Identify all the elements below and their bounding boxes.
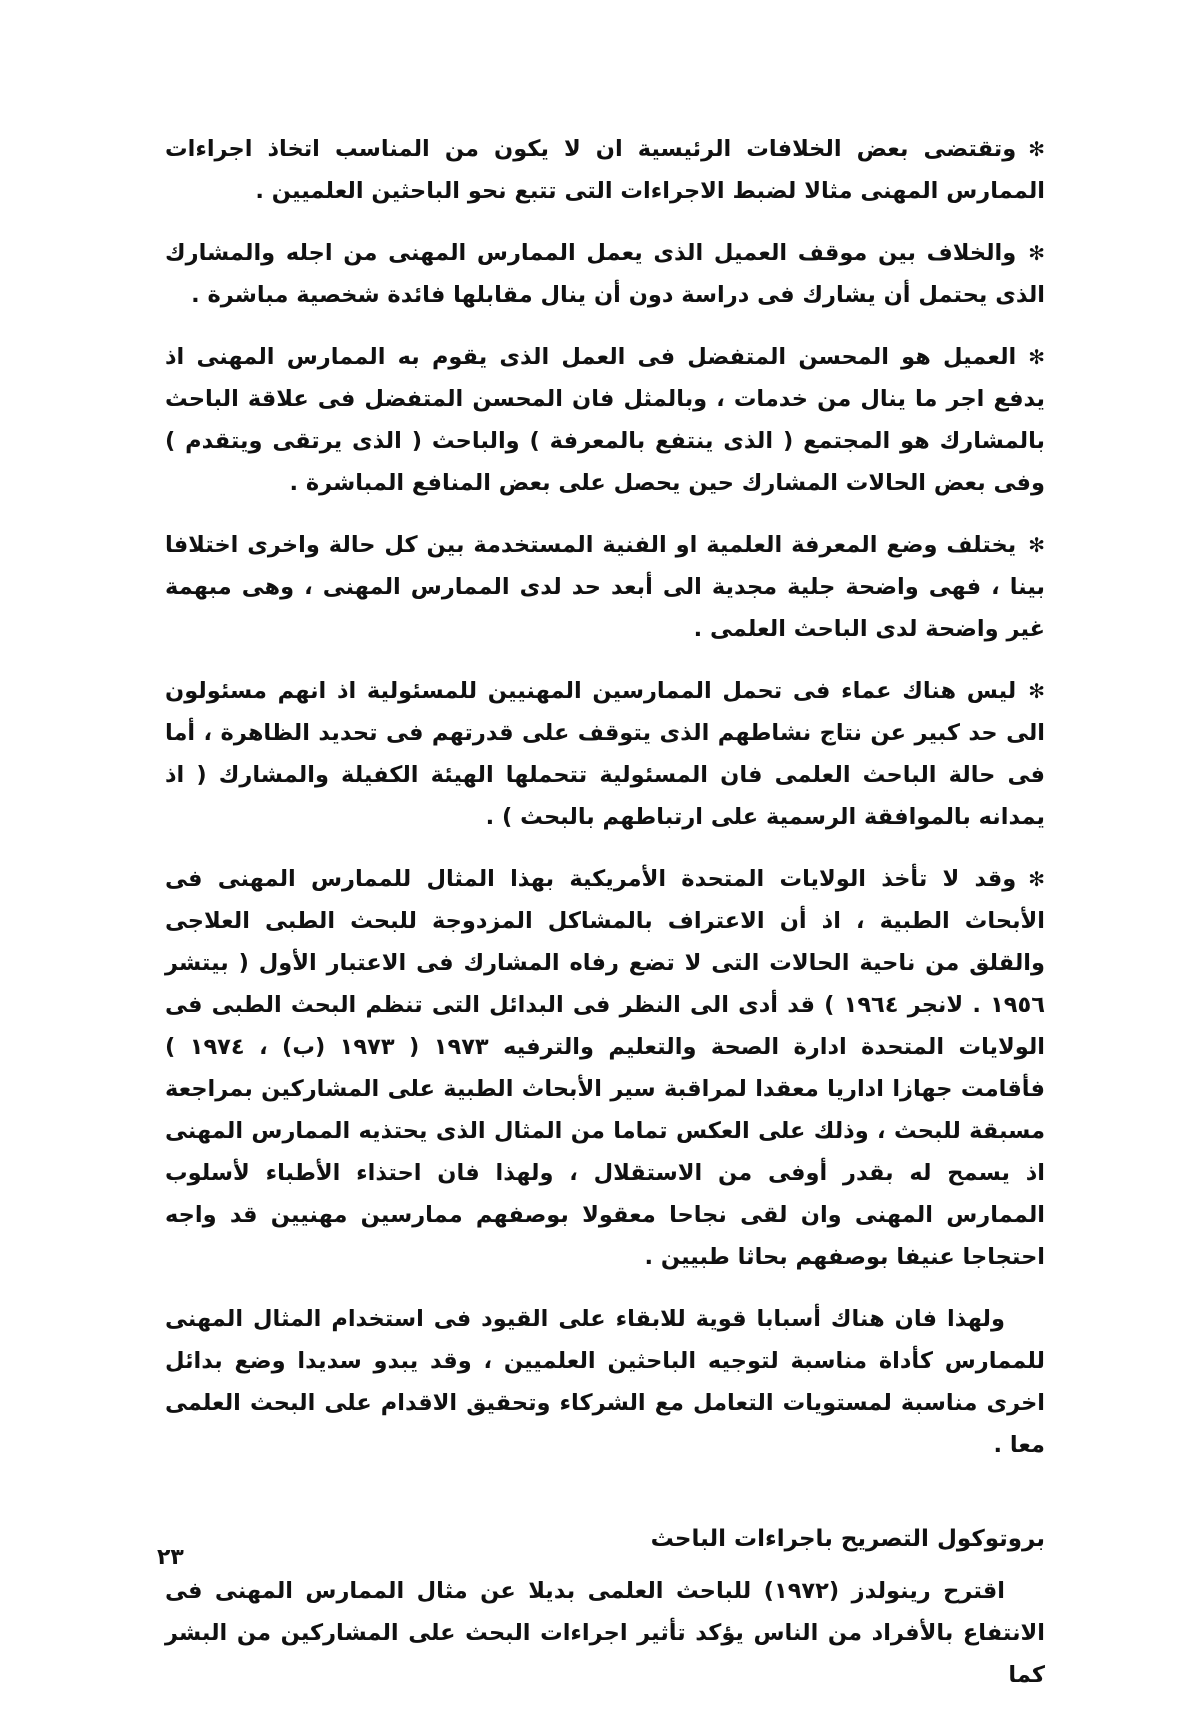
bullet-paragraph-3 xyxy=(165,336,1045,504)
paragraph-text: العميل هو المحسن المتفضل فى العمل الذى يقوم به الممارس المهنى اذ يدفع اجر ما ينال من خدمات ، وبالمثل فان المحسن المتفضل فى علاقة الباحث بالمشارك هو المجتمع ( الذى ينتفع بالمعرفة ) والباحث ( الذى يرتقى ويتقدم ) وفى بعض الحالات المشارك حين يحصل على بعض المنافع المباشرة . xyxy=(165,344,1045,496)
paragraph-text: يختلف وضع المعرفة العلمية او الفنية المستخدمة بين كل حالة واخرى اختلافا بينا ، فهى واضحة جلية مجدية الى أبعد حد لدى الممارس المهنى ، وهى مبهمة غير واضحة لدى الباحث العلمى . xyxy=(165,532,1045,642)
section-heading: بروتوكول التصريح باجراءات الباحث xyxy=(650,1526,1045,1552)
page-body xyxy=(165,128,1045,1696)
asterisk-bullet-icon: ✻ xyxy=(1028,867,1045,891)
bullet-paragraph-5 xyxy=(165,670,1045,838)
asterisk-bullet-icon: ✻ xyxy=(1028,137,1045,161)
asterisk-bullet-icon: ✻ xyxy=(1028,345,1045,369)
paragraph-text: وتقتضى بعض الخلافات الرئيسية ان لا يكون من المناسب اتخاذ اجراءات الممارس المهنى مثالا لضبط الاجراءات التى تتبع نحو الباحثين العلميين . xyxy=(165,136,1045,204)
asterisk-bullet-icon: ✻ xyxy=(1028,241,1045,265)
asterisk-bullet-icon: ✻ xyxy=(1028,533,1045,557)
closing-paragraph: ولهذا فان هناك أسبابا قوية للابقاء على القيود فى استخدام المثال المهنى للممارس كأداة مناسبة لتوجيه الباحثين العلميين ، وقد يبدو سديدا وضع بدائل اخرى مناسبة لمستويات التعامل مع الشركاء وتحقيق الاقدام على البحث العلمى معا . xyxy=(165,1306,1045,1458)
section-paragraph: اقترح رينولدز (١٩٧٢) للباحث العلمى بديلا عن مثال الممارس المهنى فى الانتفاع بالأفراد من الناس يؤكد تأثير اجراءات البحث على المشاركين من البشر كما xyxy=(165,1578,1045,1688)
asterisk-bullet-icon: ✻ xyxy=(1028,679,1045,703)
page-number: ٢٣ xyxy=(157,1545,184,1570)
paragraph-text: وقد لا تأخذ الولايات المتحدة الأمريكية بهذا المثال للممارس المهنى فى الأبحاث الطبية ، اذ أن الاعتراف بالمشاكل المزدوجة للبحث الطبى العلاجى والقلق من ناحية الحالات التى لا تضع رفاه المشارك فى الاعتبار الأول ( بيتشر ١٩٥٦ . لانجر ١٩٦٤ ) قد أدى الى النظر فى البدائل التى تنظم البحث الطبى فى الولايات المتحدة ادارة الصحة والتعليم والترفيه ١٩٧٣ ( ١٩٧٣ (ب) ، ١٩٧٤ ) فأقامت جهازا اداريا معقدا لمراقبة سير الأبحاث الطبية على المشاركين بمراجعة مسبقة للبحث ، وذلك على العكس تماما من المثال الذى يحتذيه الممارس المهنى اذ يسمح له بقدر أوفى من الاستقلال ، ولهذا فان احتذاء الأطباء لأسلوب الممارس المهنى وان لقى نجاحا معقولا بوصفهم ممارسين مهنيين قد واجه احتجاجا عنيفا بوصفهم بحاثا طبيين . xyxy=(165,866,1045,1270)
paragraph-text: والخلاف بين موقف العميل الذى يعمل الممارس المهنى من اجله والمشارك الذى يحتمل أن يشارك فى دراسة دون أن ينال مقابلها فائدة شخصية مباشرة . xyxy=(165,240,1045,308)
bullet-paragraph-6 xyxy=(165,858,1045,1278)
bullet-paragraph-4 xyxy=(165,524,1045,650)
paragraph-text: ليس هناك عماء فى تحمل الممارسين المهنيين للمسئولية اذ انهم مسئولون الى حد كبير عن نتاج نشاطهم الذى يتوقف على قدرتهم فى تحديد الظاهرة ، أما فى حالة الباحث العلمى فان المسئولية تتحملها الهيئة الكفيلة والمشارك ( اذ يمدانه بالموافقة الرسمية على ارتباطهم بالبحث ) . xyxy=(165,678,1045,830)
bullet-paragraph-1 xyxy=(165,128,1045,212)
bullet-paragraph-2 xyxy=(165,232,1045,316)
